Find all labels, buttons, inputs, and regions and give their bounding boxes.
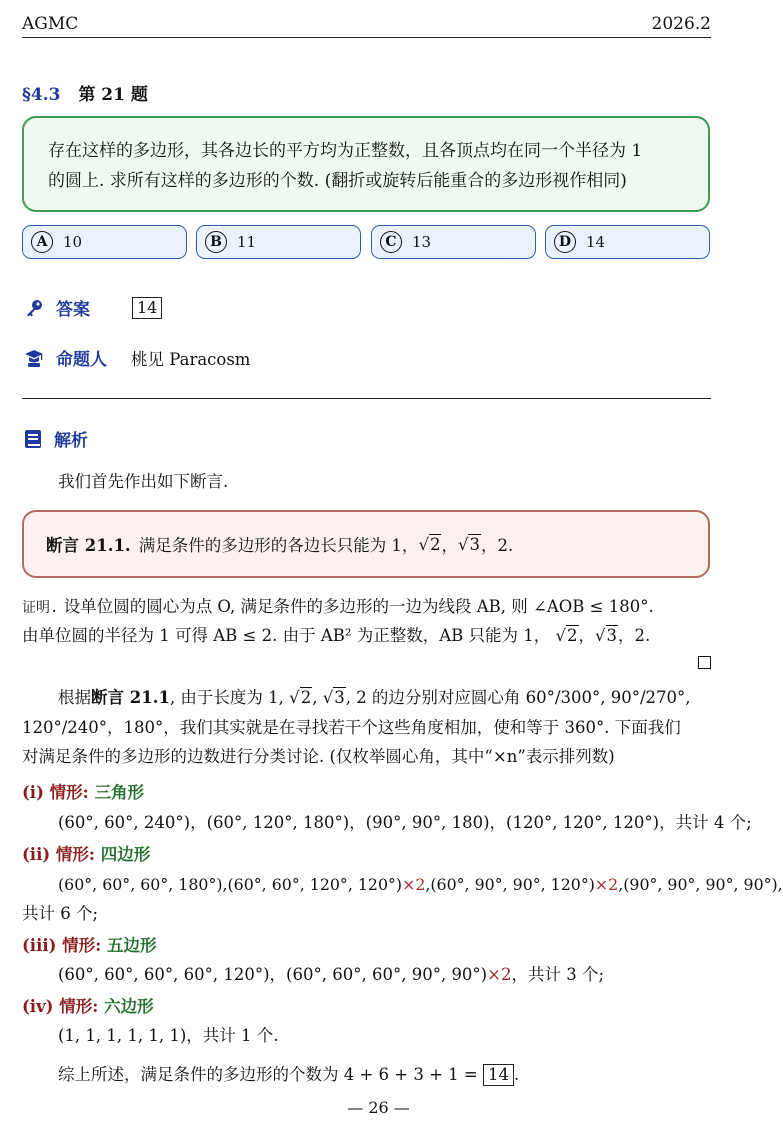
para-text: , 2 的边分别对应圆心角 60°/300°, 90°/270°, [345, 688, 691, 707]
section-title [22, 80, 148, 105]
case-2-line-2: 共计 6 个; [22, 904, 99, 923]
header-left: AGMC [22, 14, 79, 34]
option-value: 10 [63, 233, 83, 251]
case-text: (60°, 60°, 60°, 180°),(60°, 60°, 120°, 120°) [58, 875, 403, 894]
case-name: 六边形 [104, 997, 154, 1016]
assertion-title: 断言 21.1. [46, 536, 131, 555]
case-4-title [22, 993, 154, 1017]
proof-line-1 [22, 592, 654, 623]
sqrt-3: √3 [322, 688, 345, 707]
book-icon [24, 429, 42, 449]
conclusion-text: 综上所述，满足条件的多边形的个数为 4 + 6 + 3 + 1 = [58, 1065, 478, 1084]
proof-label: 证明. [22, 600, 59, 616]
case-text: ,(60°, 90°, 90°, 120°) [425, 875, 595, 894]
sqrt-2: √2 [289, 688, 312, 707]
assertion-box: 断言 21.1. 满足条件的多边形的各边长只能为 1， √2 ， √3 ，2. [22, 510, 710, 578]
sqrt-3: √3 [457, 534, 480, 554]
case-name: 五边形 [107, 936, 157, 955]
case-3-line [58, 960, 604, 990]
key-icon [24, 298, 44, 318]
assertion-text: 满足条件的多边形的各边长只能为 1， [138, 536, 419, 555]
sqrt-2: √2 [555, 626, 578, 645]
case-3-title [22, 932, 157, 956]
proof-text-1: 设单位圆的圆心为点 O, 满足条件的多边形的一边为线段 AB, 则 ∠AOB ≤ 180°. [63, 597, 654, 616]
case-1-title [22, 779, 144, 803]
author-value: 桃见 Paracosm [131, 349, 251, 369]
case-name: 四边形 [100, 845, 151, 864]
case-tag: (iii) 情形: [22, 936, 102, 955]
case-2-title [22, 841, 150, 865]
case-4-line: (1, 1, 1, 1, 1, 1)，共计 1 个. [58, 1026, 279, 1045]
option-a[interactable] [22, 225, 187, 259]
option-letter: C [380, 231, 402, 253]
para-text: , 由于长度为 1, [169, 688, 284, 707]
case-text: ，共计 3 个; [511, 965, 604, 984]
qed-box [698, 656, 711, 669]
section-number: §4.3 [22, 85, 61, 105]
option-letter: B [205, 231, 227, 253]
answer-value: 14 [132, 297, 162, 319]
para-line-1: 根据断言 21.1, 由于长度为 1, √2, √3, 2 的边分别对应圆心角 60°/300°, 90°/270°, [58, 688, 691, 707]
option-letter: D [554, 231, 576, 253]
solution-intro: 我们首先作出如下断言. [58, 472, 229, 491]
graduate-icon [24, 348, 44, 368]
author-row [24, 345, 250, 370]
case-tag: (ii) 情形: [22, 845, 95, 864]
question-line-1: 存在这样的多边形，其各边长的平方均为正整数，且各顶点均在同一个半径为 1 [48, 141, 643, 161]
case-text: ,(90°, 90°, 90°, 90°), [618, 875, 783, 894]
option-c[interactable] [371, 225, 536, 259]
option-value: 13 [412, 233, 432, 251]
option-d[interactable] [545, 225, 710, 259]
sqrt-2: √2 [418, 534, 441, 554]
page-number: — 26 — [347, 1098, 410, 1117]
header-rule [22, 37, 711, 38]
case-tag: (i) 情形: [22, 783, 89, 802]
divider [22, 398, 711, 399]
section-heading: 第 21 题 [78, 85, 148, 105]
proof-text-2: 由单位圆的半径为 1 可得 AB ≤ 2. 由于 AB² 为正整数，AB 只能为 1， [22, 626, 551, 645]
solution-label: 解析 [54, 431, 88, 451]
case-name: 三角形 [94, 783, 144, 802]
para-ref: 断言 21.1 [91, 688, 170, 707]
proof-line-2: 由单位圆的半径为 1 可得 AB ≤ 2. 由于 AB² 为正整数，AB 只能为 1， √2，√3，2. [22, 626, 651, 645]
case-mul: ×2 [402, 875, 426, 894]
case-1-line: (60°, 60°, 240°)，(60°, 120°, 180°)，(90°, 90°, 180)，(120°, 120°, 120°)，共计 4 个; [58, 813, 752, 832]
sqrt-3: √3 [595, 626, 618, 645]
para-line-2: 120°/240°，180°，我们其实就是在寻找若干个这些角度相加，使和等于 360°. 下面我们 [22, 718, 681, 737]
option-b[interactable] [196, 225, 361, 259]
case-2-line [58, 870, 783, 900]
answer-label: 答案 [56, 300, 90, 320]
question-line-2: 的圆上. 求所有这样的多边形的个数. (翻折或旋转后能重合的多边形视作相同) [48, 171, 627, 191]
conclusion-value: 14 [483, 1064, 514, 1086]
answer-row [24, 295, 162, 320]
case-mul: ×2 [487, 965, 512, 984]
option-value: 14 [586, 233, 606, 251]
case-mul: ×2 [594, 875, 619, 894]
header-right: 2026.2 [651, 14, 711, 34]
case-tag: (iv) 情形: [22, 997, 99, 1016]
case-text: (60°, 60°, 60°, 60°, 120°)，(60°, 60°, 60°, 90°, 90°) [58, 965, 488, 984]
para-text: 根据 [58, 688, 91, 707]
conclusion: 综上所述，满足条件的多边形的个数为 4 + 6 + 3 + 1 = 14 . [58, 1065, 520, 1084]
author-label: 命题人 [56, 350, 107, 370]
solution-heading [24, 426, 88, 451]
para-line-3: 对满足条件的多边形的边数进行分类讨论. (仅枚举圆心角，其中“×n”表示排列数) [22, 747, 615, 766]
option-value: 11 [237, 233, 257, 251]
option-letter: A [31, 231, 53, 253]
question-box [22, 116, 710, 212]
